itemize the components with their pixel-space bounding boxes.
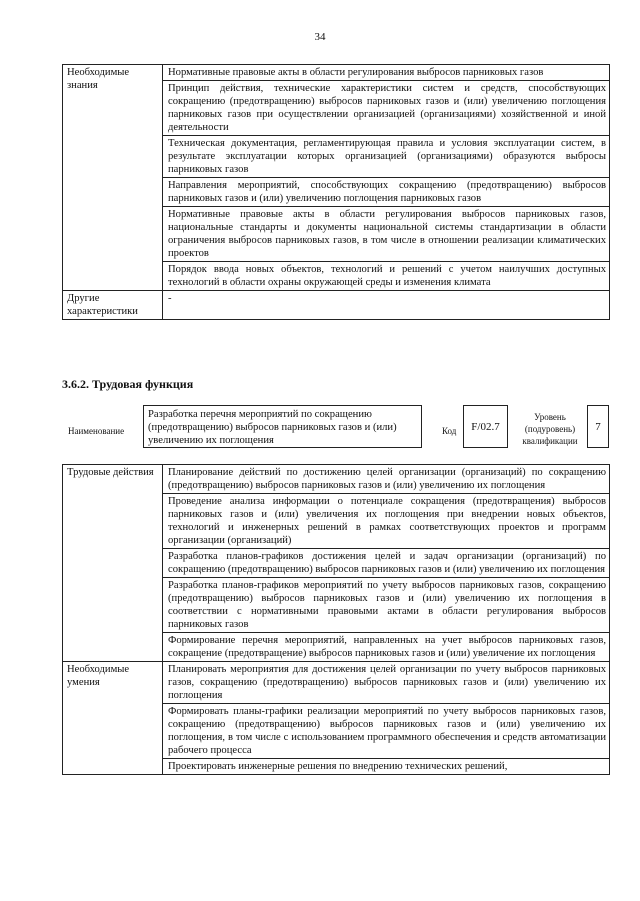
qualification-level-value: 7: [587, 405, 609, 448]
row-item: Принцип действия, технические характеристики систем и средств, способствующих сокращению (предотвращению) выбросов парниковых газов и (или) увеличению поглощения парниковых газов при осуществлении организацией (организациями) хозяйственной и иной деятельности: [163, 81, 610, 136]
row-item: Нормативные правовые акты в области регулирования выбросов парниковых газов: [163, 65, 610, 81]
row-label: Трудовые действия: [63, 465, 163, 662]
qualification-level-label: Уровень (подуровень) квалификации: [522, 412, 578, 446]
knowledge-table: [62, 64, 610, 320]
row-item: Формирование перечня мероприятий, направленных на учет выбросов парниковых газов, сокращение (предотвращение) выбросов парниковых газов и (или) увеличение их поглощения: [163, 633, 610, 662]
function-name-value: Разработка перечня мероприятий по сокращению (предотвращению) выбросов парниковых газов и (или) увеличению их поглощения: [143, 405, 422, 448]
row-item: Формировать планы-графики реализации мероприятий по учету выбросов парниковых газов, сокращению (предотвращению) выбросов парниковых газов и (или) увеличению их поглощения, в том числе с использованием программного обеспечения и средств автоматизации рабочего процесса: [163, 704, 610, 759]
table-row: [63, 465, 610, 494]
row-item: Направления мероприятий, способствующих сокращению (предотвращению) выбросов парниковых газов и (или) увеличению поглощения парниковых газов: [163, 178, 610, 207]
table-row: [63, 291, 610, 320]
row-label: Необходимые умения: [63, 662, 163, 775]
row-item: -: [163, 291, 610, 320]
row-item: Разработка планов-графиков мероприятий по учету выбросов парниковых газов, сокращению (предотвращению) выбросов парниковых газов и (или) увеличению их поглощения в соответствии с нормативными правовыми актами в области регулирования выбросов парниковых газов: [163, 578, 610, 633]
function-code-value: F/02.7: [463, 405, 508, 448]
row-item: Разработка планов-графиков достижения целей и задач организации (организаций) по сокращению (предотвращению) выбросов парниковых газов и (или) увеличению их поглощения: [163, 549, 610, 578]
table-row: [63, 662, 610, 704]
row-item: Порядок ввода новых объектов, технологий и решений с учетом наилучших доступных технологий в области охраны окружающей среды и изменения климата: [163, 262, 610, 291]
function-name-label: Наименование: [68, 426, 125, 436]
row-item: Планировать мероприятия для достижения целей организации по учету выбросов парниковых газов, сокращению (предотвращению) выбросов парниковых газов и (или) увеличению их поглощения: [163, 662, 610, 704]
row-item: Техническая документация, регламентирующая правила и условия эксплуатации систем, в результате эксплуатации которых организацией (организациями) образуются выбросы парниковых газов: [163, 136, 610, 178]
row-item: Проведение анализа информации о потенциале сокращения (предотвращения) выбросов парниковых газов и (или) увеличения их поглощения при внедрении новых объектов, технологий и инженерных решений в рамках соответствующих проектов и программ организации (организаций): [163, 494, 610, 549]
row-label: Необходимые знания: [63, 65, 163, 291]
page-number: 34: [314, 31, 326, 43]
section-title: 3.6.2. Трудовая функция: [62, 377, 194, 391]
row-item: Проектировать инженерные решения по внедрению технических решений,: [163, 759, 610, 775]
function-table: [62, 464, 610, 775]
row-item: Нормативные правовые акты в области регулирования выбросов парниковых газов, национальные стандарты и документы национальной системы стандартизации в области ограничения выбросов парниковых газов, в том числе в отношении реализации климатических проектов: [163, 207, 610, 262]
row-label: Другие характеристики: [63, 291, 163, 320]
row-item: Планирование действий по достижению целей организации (организаций) по сокращению (предотвращению) выбросов парниковых газов и (или) увеличению их поглощения: [163, 465, 610, 494]
function-code-label: Код: [442, 426, 457, 436]
table-row: [63, 65, 610, 81]
